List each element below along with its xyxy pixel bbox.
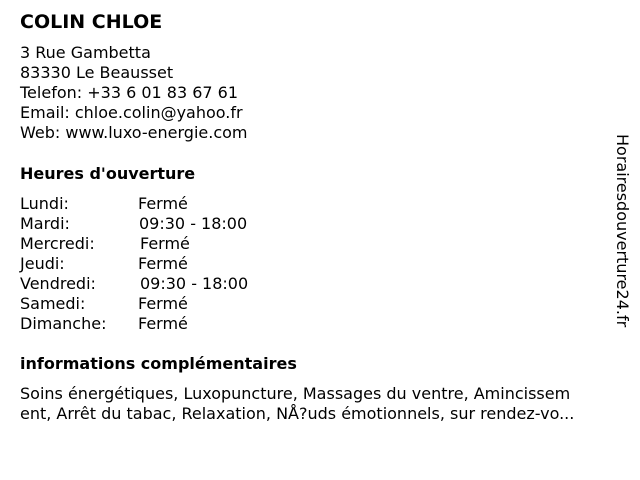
day-label: Mercredi: [20, 234, 95, 253]
address-city: 83330 Le Beausset [20, 63, 174, 82]
day-label: Jeudi: [20, 254, 65, 273]
additional-info-line: ent, Arrêt du tabac, Relaxation, NÅ?uds émotionnels, sur rendez-vo... [20, 404, 575, 423]
day-label: Dimanche: [20, 314, 107, 333]
contact-block [20, 43, 247, 143]
website-line: Web: www.luxo-energie.com [20, 123, 248, 142]
day-hours: 09:30 - 18:00 [139, 214, 248, 233]
address-street: 3 Rue Gambetta [20, 43, 151, 62]
day-label: Samedi: [20, 294, 86, 313]
phone-line: Telefon: +33 6 01 83 67 61 [20, 83, 239, 102]
hours-row-friday [20, 274, 320, 294]
day-hours: Fermé [140, 234, 190, 253]
day-label: Lundi: [20, 194, 69, 213]
site-watermark: Horairesdouverture24.fr [613, 134, 632, 328]
day-hours: 09:30 - 18:00 [140, 274, 249, 293]
hours-row-thursday [20, 254, 320, 274]
additional-info-line: Soins énergétiques, Luxopuncture, Massages du ventre, Amincissem [20, 384, 571, 403]
day-hours: Fermé [138, 314, 188, 333]
hours-row-saturday [20, 294, 320, 314]
day-hours: Fermé [138, 294, 188, 313]
day-label: Mardi: [20, 214, 70, 233]
additional-info-text [20, 384, 574, 424]
opening-hours-heading: Heures d'ouverture [20, 164, 196, 183]
hours-row-monday [20, 194, 320, 214]
opening-hours-table [20, 194, 320, 334]
email-line: Email: chloe.colin@yahoo.fr [20, 103, 243, 122]
day-label: Vendredi: [20, 274, 96, 293]
watermark-container [612, 134, 634, 346]
business-name: COLIN CHLOE [20, 11, 163, 33]
day-hours: Fermé [138, 254, 188, 273]
additional-info-heading: informations complémentaires [20, 354, 297, 373]
hours-row-tuesday [20, 214, 320, 234]
hours-row-wednesday [20, 234, 320, 254]
hours-row-sunday [20, 314, 320, 334]
day-hours: Fermé [138, 194, 188, 213]
